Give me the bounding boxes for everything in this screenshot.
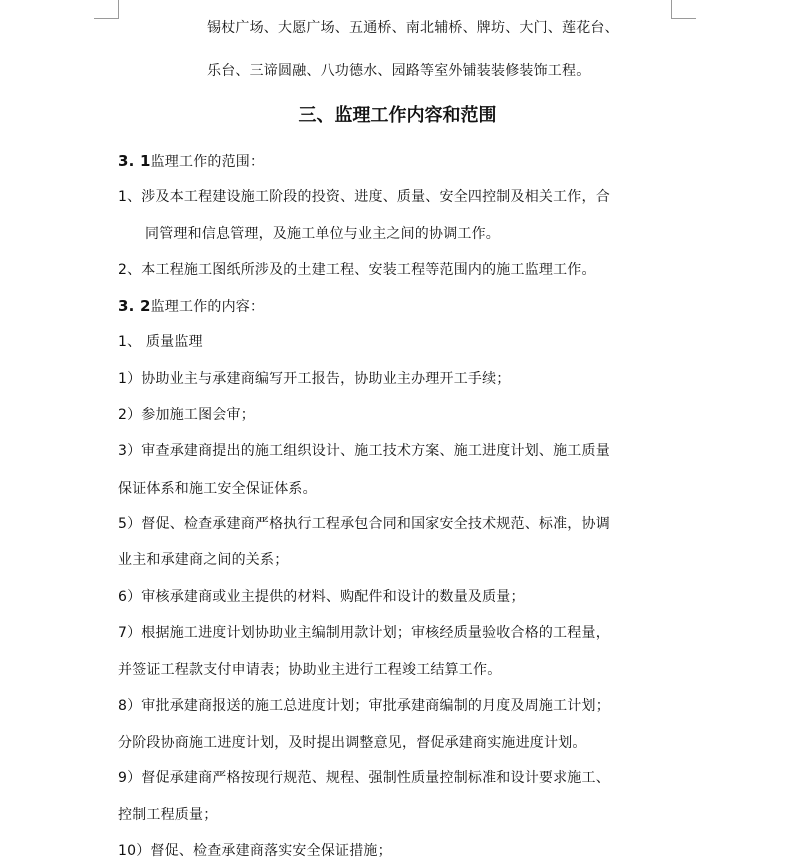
- crop-mark-right: [671, 0, 696, 19]
- text-line: 6）审核承建商或业主提供的材料、购配件和设计的数量及质量；: [118, 589, 525, 605]
- text-line: 9）督促承建商严格按现行规范、规程、强制性质量控制标准和设计要求施工、: [118, 770, 610, 786]
- text-line: 2）参加施工图会审；: [118, 407, 255, 423]
- text-line: 控制工程质量；: [118, 807, 218, 823]
- text-line: 10）督促、检查承建商落实安全保证措施；: [118, 843, 392, 859]
- text-line: 1）协助业主与承建商编写开工报告，协助业主办理开工手续；: [118, 371, 511, 387]
- crop-mark-left: [94, 0, 119, 19]
- text-line: 锡杖广场、大愿广场、五通桥、南北辅桥、牌坊、大门、莲花台、: [207, 20, 619, 36]
- subsection-heading: [118, 296, 264, 317]
- text-line: 5）督促、检查承建商严格执行工程承包合同和国家安全技术规范、标准，协调: [118, 516, 610, 532]
- text-line: 并签证工程款支付申请表；协助业主进行工程竣工结算工作。: [118, 662, 502, 678]
- text-line: 保证体系和施工安全保证体系。: [118, 481, 317, 497]
- subsection-number: 3. 2: [118, 297, 151, 315]
- subsection-title: 监理工作的范围：: [150, 154, 265, 170]
- text-line: 乐台、三谛圆融、八功德水、园路等室外铺装装修装饰工程。: [207, 63, 591, 79]
- text-line: 1、涉及本工程建设施工阶段的投资、进度、质量、安全四控制及相关工作，合: [118, 189, 610, 205]
- subsection-number: 3. 1: [118, 152, 151, 170]
- text-line: 7）根据施工进度计划协助业主编制用款计划；审核经质量验收合格的工程量，: [118, 625, 610, 641]
- subsection-heading: [118, 151, 264, 172]
- text-line: 8）审批承建商报送的施工总进度计划；审批承建商编制的月度及周施工计划；: [118, 698, 610, 714]
- text-line: 同管理和信息管理，及施工单位与业主之间的协调工作。: [145, 226, 500, 242]
- text-line: 业主和承建商之间的关系；: [118, 552, 289, 568]
- text-line: 1、 质量监理: [118, 334, 203, 350]
- text-line: 2、本工程施工图纸所涉及的土建工程、安装工程等范围内的施工监理工作。: [118, 262, 596, 278]
- text-line: 分阶段协商施工进度计划，及时提出调整意见，督促承建商实施进度计划。: [118, 735, 587, 751]
- section-heading: 三、监理工作内容和范围: [298, 105, 497, 126]
- subsection-title: 监理工作的内容：: [150, 299, 265, 315]
- text-line: 3）审查承建商提出的施工组织设计、施工技术方案、施工进度计划、施工质量: [118, 443, 610, 459]
